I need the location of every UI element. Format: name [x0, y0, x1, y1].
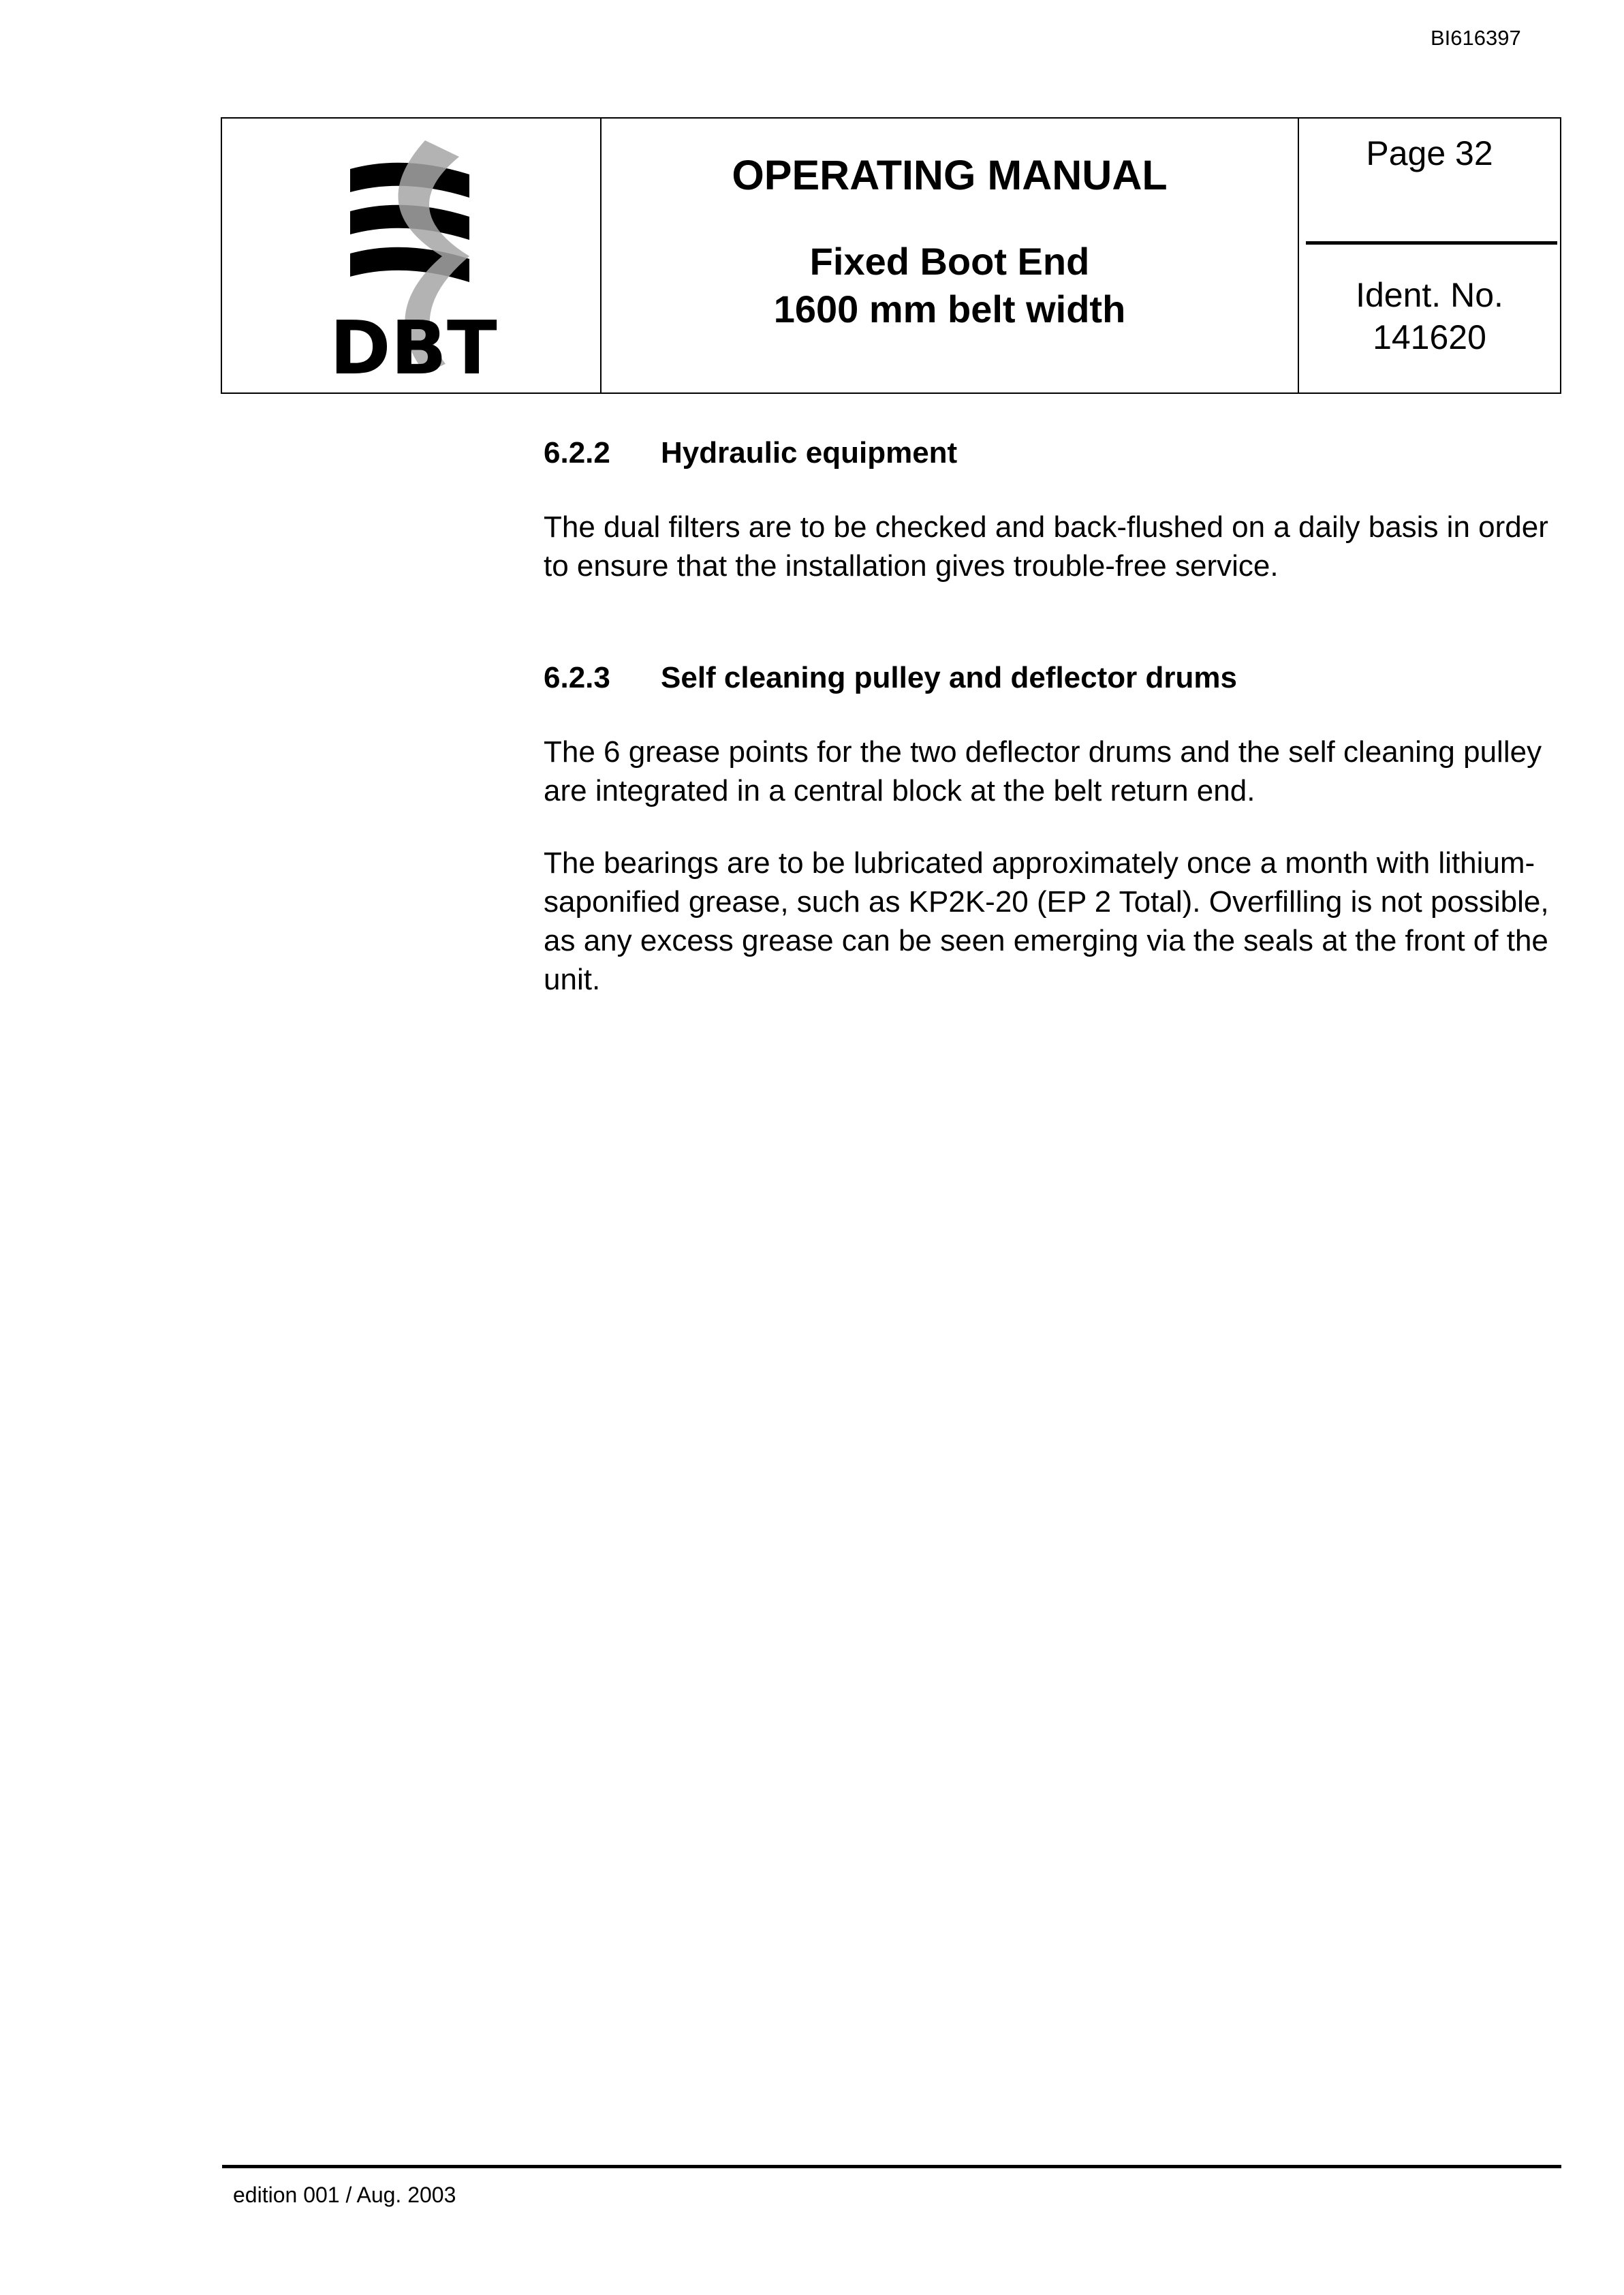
meta-cell [1299, 119, 1560, 392]
paragraph: The bearings are to be lubricated approximately once a month with lithium-saponified grease, such as KP2K-20 (EP 2 Total). Overfilling is not possible, as any excess grease can be seen emerging via the seals at the front of the unit. [544, 846, 1549, 996]
document-id: BI616397 [1431, 26, 1521, 50]
dbt-logo [323, 135, 507, 380]
meta-divider [1306, 241, 1557, 245]
section-heading [544, 436, 957, 470]
subtitle-line-2: 1600 mm belt width [773, 288, 1126, 330]
edition-note: edition 001 / Aug. 2003 [233, 2183, 456, 2207]
logo-cell [222, 119, 602, 392]
paragraph: The dual filters are to be checked and back-flushed on a daily basis in order to ensure that the installation gives trouble-free service. [544, 510, 1548, 583]
logo-text: DBT [330, 306, 497, 380]
footer-divider [222, 2165, 1561, 2168]
section-heading [544, 661, 1237, 695]
manual-subtitle [602, 238, 1298, 333]
section-number: 6.2.3 [544, 661, 610, 694]
ident-block [1299, 274, 1560, 358]
document-header [221, 117, 1561, 394]
ident-label: Ident. No. [1356, 276, 1503, 314]
ident-number: 141620 [1373, 318, 1486, 356]
manual-title: OPERATING MANUAL [732, 152, 1168, 198]
paragraph: The 6 grease points for the two deflector drums and the self cleaning pulley are integrated in a central block at the belt return end. [544, 735, 1542, 807]
section-title: Self cleaning pulley and deflector drums [661, 661, 1237, 694]
subtitle-line-1: Fixed Boot End [809, 240, 1090, 283]
page-number: Page 32 [1366, 134, 1493, 172]
title-cell [602, 119, 1299, 392]
section-title: Hydraulic equipment [661, 436, 958, 469]
section-number: 6.2.2 [544, 436, 610, 469]
